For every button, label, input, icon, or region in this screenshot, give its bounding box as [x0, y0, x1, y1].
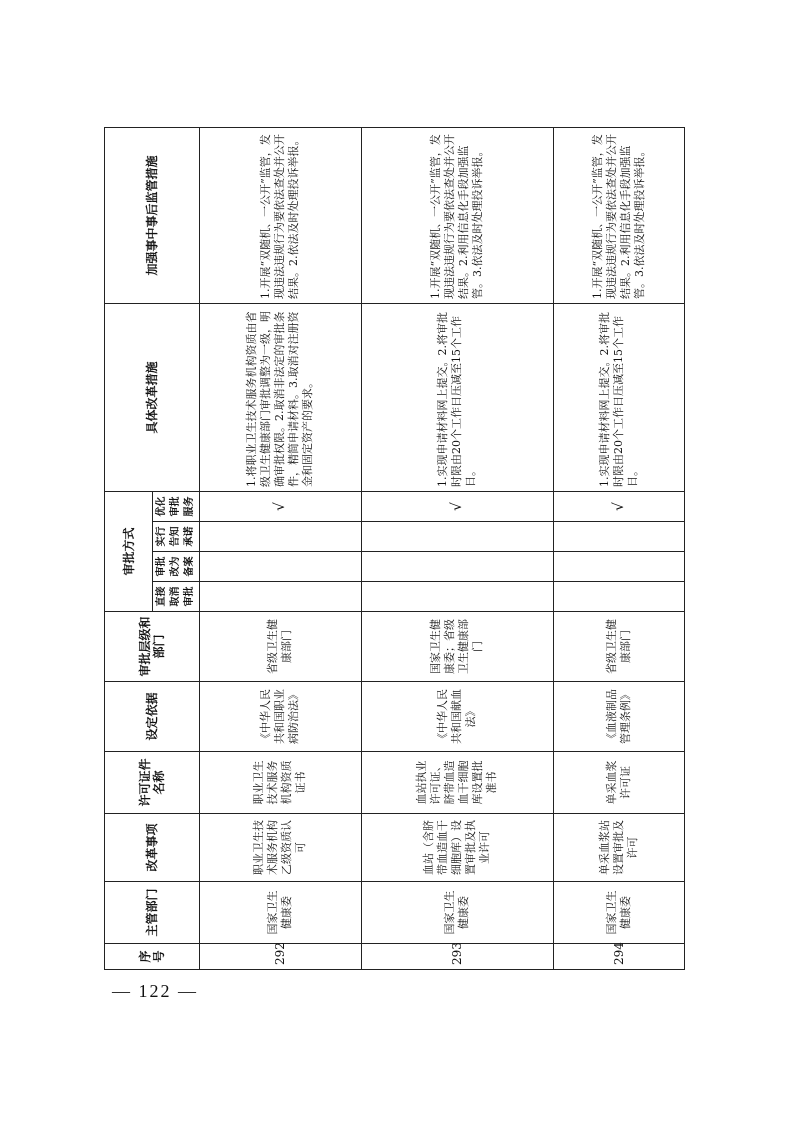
header-m1: 直接取消审批 [153, 582, 200, 612]
cell-license: 单采血浆许可证 [553, 752, 685, 814]
cell-m2 [361, 552, 553, 582]
header-basis: 设定依据 [105, 682, 200, 752]
header-method: 审批方式 [105, 491, 153, 611]
cell-basis: 《血液制品管理条例》 [553, 682, 685, 752]
cell-seq: 294 [553, 944, 685, 970]
cell-seq: 293 [361, 944, 553, 970]
cell-license: 职业卫生技术服务机构资质证书 [200, 752, 362, 814]
cell-item: 血站（含脐带血造血干细胞库）设置审批及执业许可 [361, 814, 553, 882]
cell-basis: 《中华人民共和国献血法》 [361, 682, 553, 752]
header-m4: 优化审批服务 [153, 491, 200, 521]
cell-measures: 1.将职业卫生技术服务机构资质由省级卫生健康部门审批调整为一级，明确审批权限。2.取消非法定的审批条件，精简申请材料。3.取消对注册资金和固定资产的要求。 [200, 303, 362, 491]
table-row [361, 127, 553, 969]
cell-m3 [361, 522, 553, 552]
cell-measures: 1.实现申请材料网上提交。2.将审批时限由20个工作日压减至15个工作日。 [361, 303, 553, 491]
cell-m3 [200, 522, 362, 552]
cell-m1 [553, 582, 685, 612]
cell-level: 国家卫生健康委；省级卫生健康部门 [361, 612, 553, 682]
reform-table [104, 127, 685, 970]
cell-m1 [200, 582, 362, 612]
cell-measures: 1.实现申请材料网上提交。2.将审批时限由20个工作日压减至15个工作日。 [553, 303, 685, 491]
header-row [105, 127, 153, 969]
table-row [200, 127, 362, 969]
page-number: — 122 — [112, 981, 198, 1001]
cell-item: 职业卫生技术服务机构乙级资质认可 [200, 814, 362, 882]
cell-seq: 292 [200, 944, 362, 970]
header-item: 改革事项 [105, 814, 200, 882]
cell-supervision: 1.开展“双随机、一公开”监管，发现违法违规行为要依法查处并公开结果。2.利用信息化手段加强监管。3.依法及时处理投诉举报。 [361, 127, 553, 303]
cell-level: 省级卫生健康部门 [200, 612, 362, 682]
cell-dept: 国家卫生健康委 [553, 882, 685, 944]
cell-supervision: 1.开展“双随机、一公开”监管，发现违法违规行为要依法查处并公开结果。2.利用信息化手段加强监管。3.依法及时处理投诉举报。 [553, 127, 685, 303]
cell-dept: 国家卫生健康委 [361, 882, 553, 944]
cell-m4: √ [200, 491, 362, 521]
header-m3: 实行告知承诺 [153, 522, 200, 552]
cell-level: 省级卫生健康部门 [553, 612, 685, 682]
header-level: 审批层级和部门 [105, 612, 200, 682]
cell-m4: √ [553, 491, 685, 521]
header-dept: 主管部门 [105, 882, 200, 944]
cell-item: 单采血浆站设置审批及许可 [553, 814, 685, 882]
cell-m3 [553, 522, 685, 552]
cell-m2 [200, 552, 362, 582]
header-supervision: 加强事中事后监管措施 [105, 127, 200, 303]
cell-m2 [553, 552, 685, 582]
cell-dept: 国家卫生健康委 [200, 882, 362, 944]
cell-supervision: 1.开展“双随机、一公开”监管，发现违法违规行为要依法查处并公开结果。2.依法及时处理投诉举报。 [200, 127, 362, 303]
header-m2: 审批改为备案 [153, 552, 200, 582]
header-seq: 序号 [105, 944, 200, 970]
table-row [553, 127, 685, 969]
cell-m4: √ [361, 491, 553, 521]
cell-basis: 《中华人民共和国职业病防治法》 [200, 682, 362, 752]
cell-m1 [361, 582, 553, 612]
rotated-table-page [104, 128, 685, 970]
header-license: 许可证件名称 [105, 752, 200, 814]
cell-license: 血站执业许可证、脐带血造血干细胞库设置批准书 [361, 752, 553, 814]
header-measures: 具体改革措施 [105, 303, 200, 491]
